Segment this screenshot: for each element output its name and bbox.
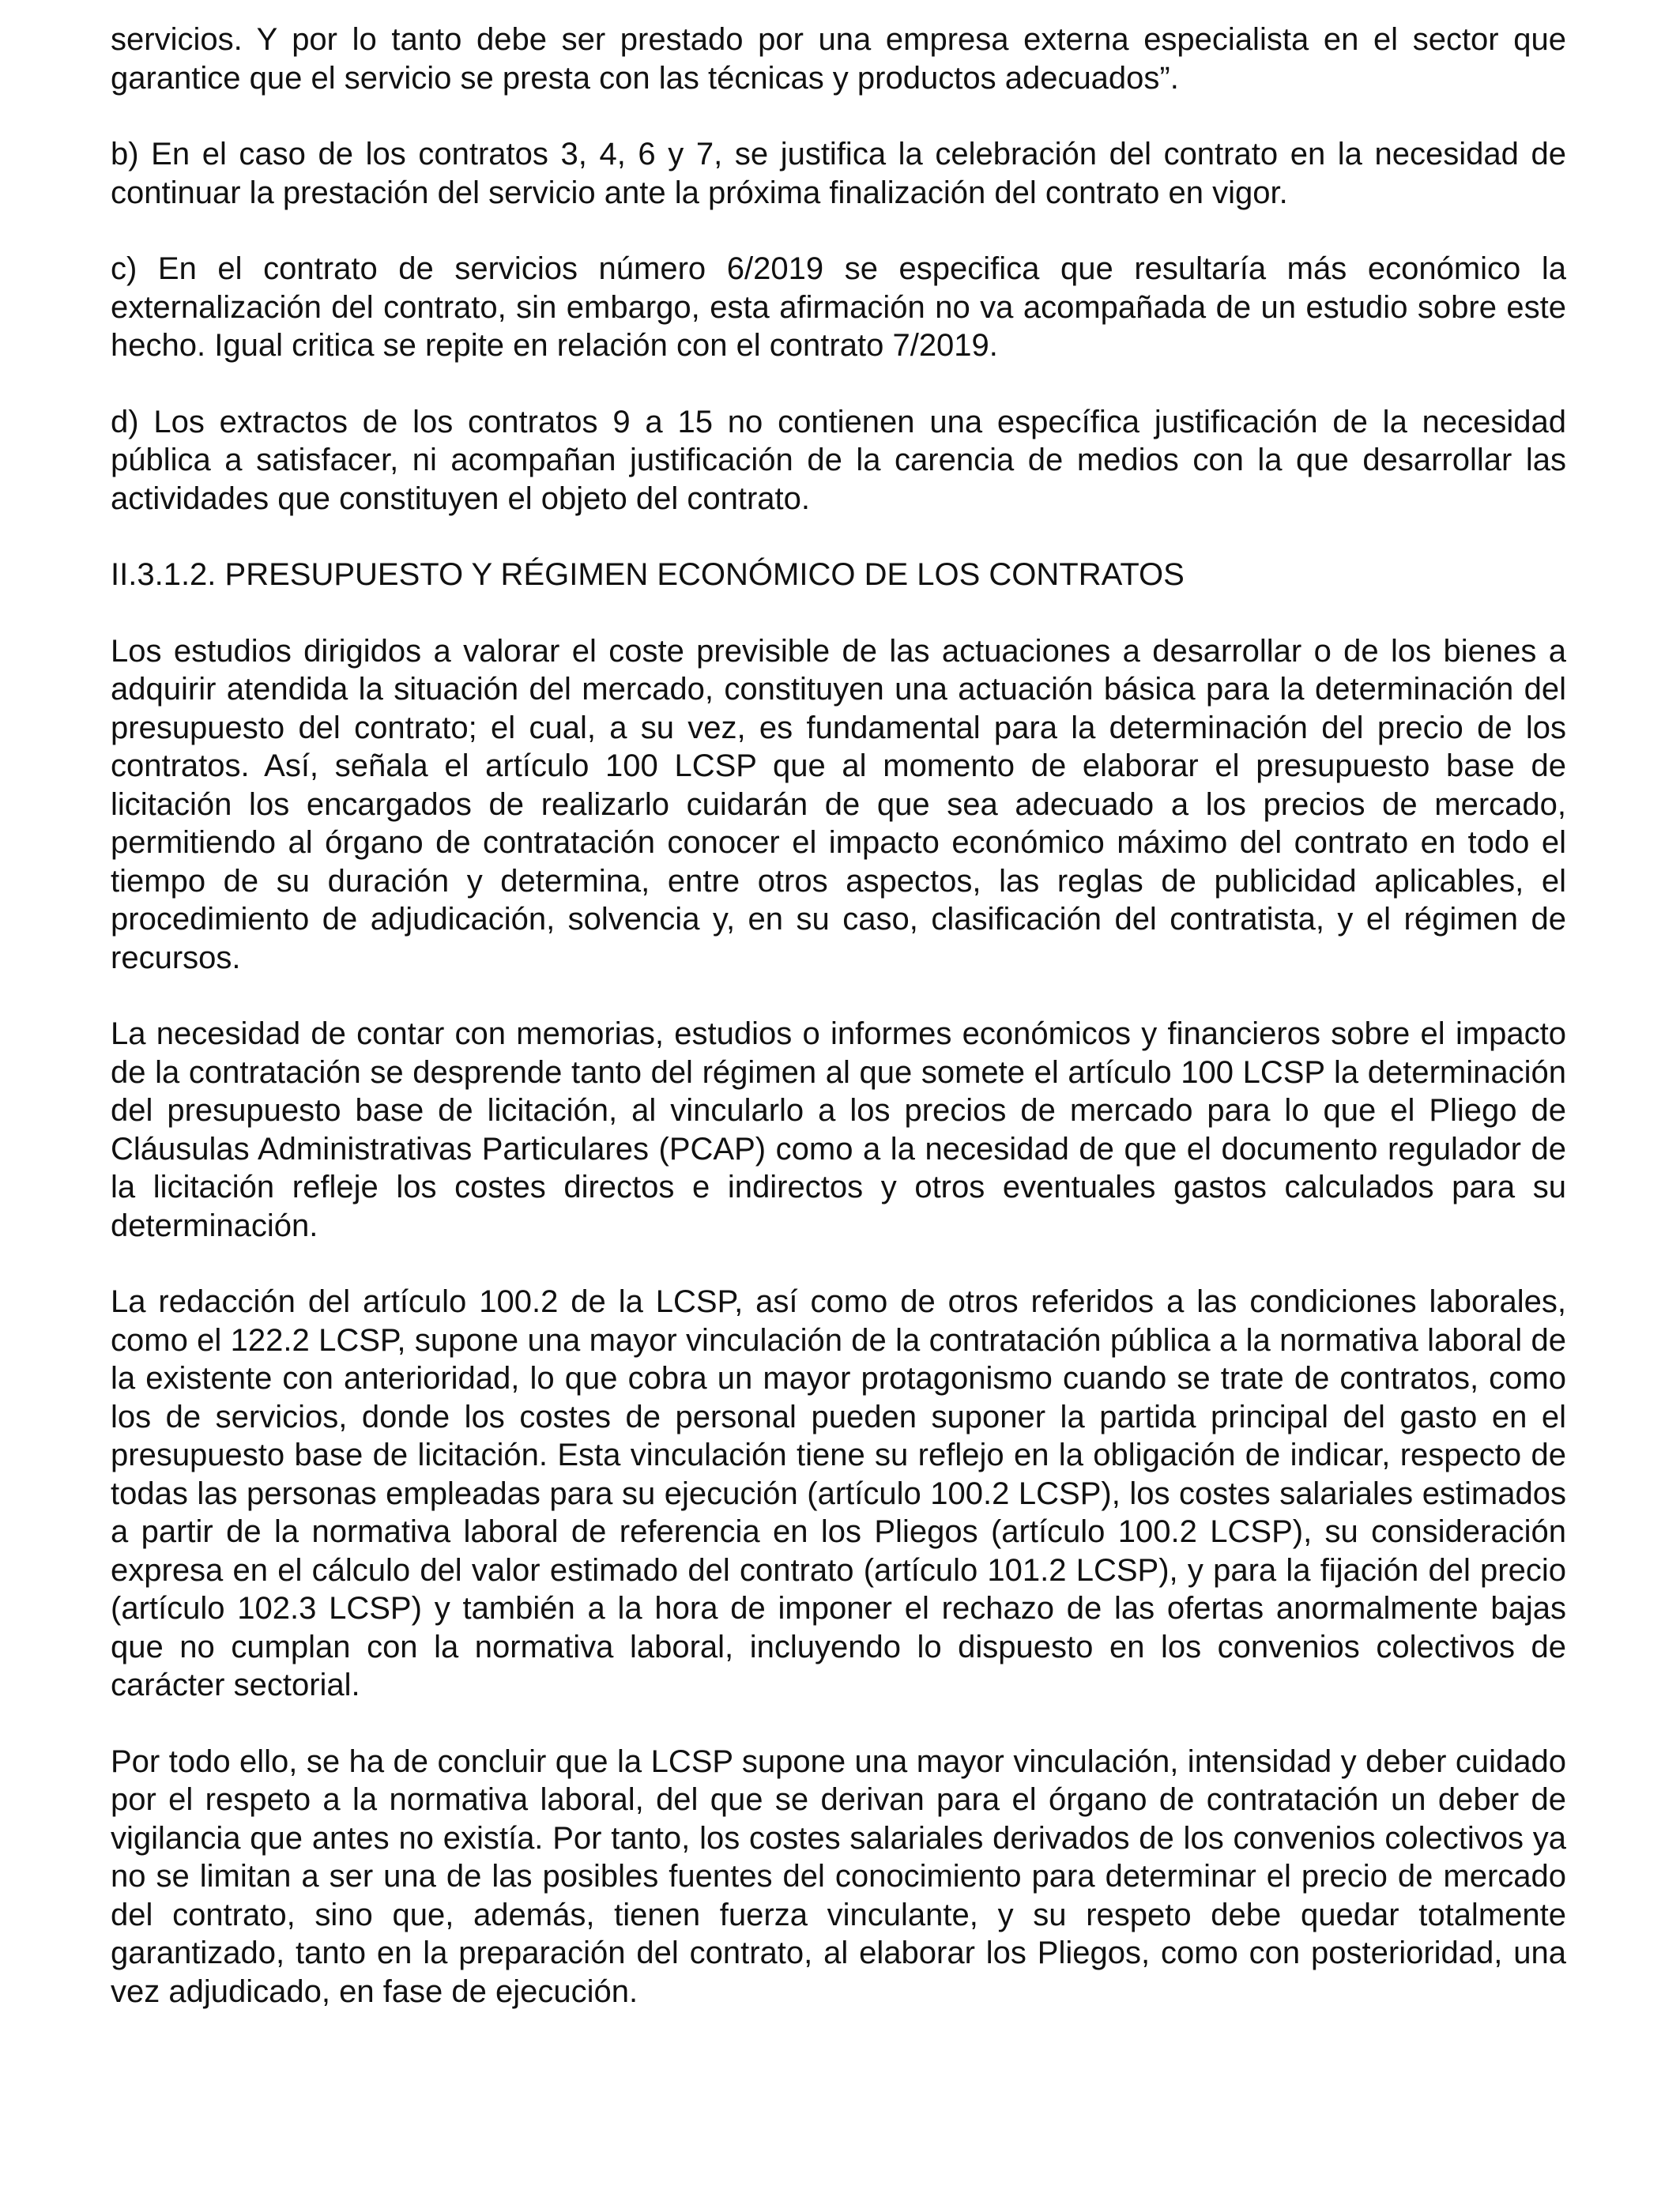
paragraph-redaccion: La redacción del artículo 100.2 de la LCSP, así como de otros referidos a las condiciones laborales, como el 122.2 LCSP, supone una mayor vinculación de la contratación pública a la normativa laboral de la existente con anterioridad, lo que cobra un mayor protagonismo cuando se trate de contratos, como los de servicios, donde los costes de personal pueden suponer la partida principal del gasto en el presupuesto base de licitación. Esta vinculación tiene su reflejo en la obligación de indicar, respecto de todas las personas empleadas para su ejecución (artículo 100.2 LCSP), los costes salariales estimados a partir de la normativa laboral de referencia en los Pliegos (artículo 100.2 LCSP), su consideración expresa en el cálculo del valor estimado del contrato (artículo 101.2 LCSP), y para la fijación del precio (artículo 102.3 LCSP) y también a la hora de imponer el rechazo de las ofertas anormalmente bajas que no cumplan con la normativa laboral, incluyendo lo dispuesto en los convenios colectivos de carácter sectorial. <box>111 1284 1566 1702</box>
paragraph-continuation: servicios. Y por lo tanto debe ser prestado por una empresa externa especialista en el sector que garantice que el servicio se presta con las técnicas y productos adecuados”. <box>111 22 1566 96</box>
paragraph-item-d: d) Los extractos de los contratos 9 a 15 no contienen una específica justificación de la necesidad pública a satisfacer, ni acompañan justificación de la carencia de medios con la que desarrollar las actividades que constituyen el objeto del contrato. <box>111 404 1566 516</box>
document-page <box>111 21 1566 2049</box>
paragraph-item-b: b) En el caso de los contratos 3, 4, 6 y 7, se justifica la celebración del contrato en la necesidad de continuar la prestación del servicio ante la próxima finalización del contrato en vigor. <box>111 137 1566 210</box>
paragraph-conclusion: Por todo ello, se ha de concluir que la LCSP supone una mayor vinculación, intensidad y deber cuidado por el respeto a la normativa laboral, del que se derivan para el órgano de contratación un deber de vigilancia que antes no existía. Por tanto, los costes salariales derivados de los convenios colectivos ya no se limitan a ser una de las posibles fuentes del conocimiento para determinar el precio de mercado del contrato, sino que, además, tienen fuerza vinculante, y su respeto debe quedar totalmente garantizado, tanto en la preparación del contrato, al elaborar los Pliegos, como con posterioridad, una vez adjudicado, en fase de ejecución. <box>111 1744 1566 2009</box>
section-heading: II.3.1.2. PRESUPUESTO Y RÉGIMEN ECONÓMICO DE LOS CONTRATOS <box>111 557 1185 592</box>
paragraph-necesidad: La necesidad de contar con memorias, estudios o informes económicos y financieros sobre el impacto de la contratación se desprende tanto del régimen al que somete el artículo 100 LCSP la determinación del presupuesto base de licitación, al vincularlo a los precios de mercado para lo que el Pliego de Cláusulas Administrativas Particulares (PCAP) como a la necesidad de que el documento regulador de la licitación refleje los costes directos e indirectos y otros eventuales gastos calculados para su determinación. <box>111 1016 1566 1243</box>
paragraph-item-c: c) En el contrato de servicios número 6/2019 se especifica que resultaría más económico la externalización del contrato, sin embargo, esta afirmación no va acompañada de un estudio sobre este hecho. Igual critica se repite en relación con el contrato 7/2019. <box>111 251 1566 363</box>
paragraph-estudios: Los estudios dirigidos a valorar el coste previsible de las actuaciones a desarrollar o de los bienes a adquirir atendida la situación del mercado, constituyen una actuación básica para la determinación del presupuesto del contrato; el cual, a su vez, es fundamental para la determinación del precio de los contratos. Así, señala el artículo 100 LCSP que al momento de elaborar el presupuesto base de licitación los encargados de realizarlo cuidarán de que sea adecuado a los precios de mercado, permitiendo al órgano de contratación conocer el impacto económico máximo del contrato en todo el tiempo de su duración y determina, entre otros aspectos, las reglas de publicidad aplicables, el procedimiento de adjudicación, solvencia y, en su caso, clasificación del contratista, y el régimen de recursos. <box>111 633 1566 975</box>
